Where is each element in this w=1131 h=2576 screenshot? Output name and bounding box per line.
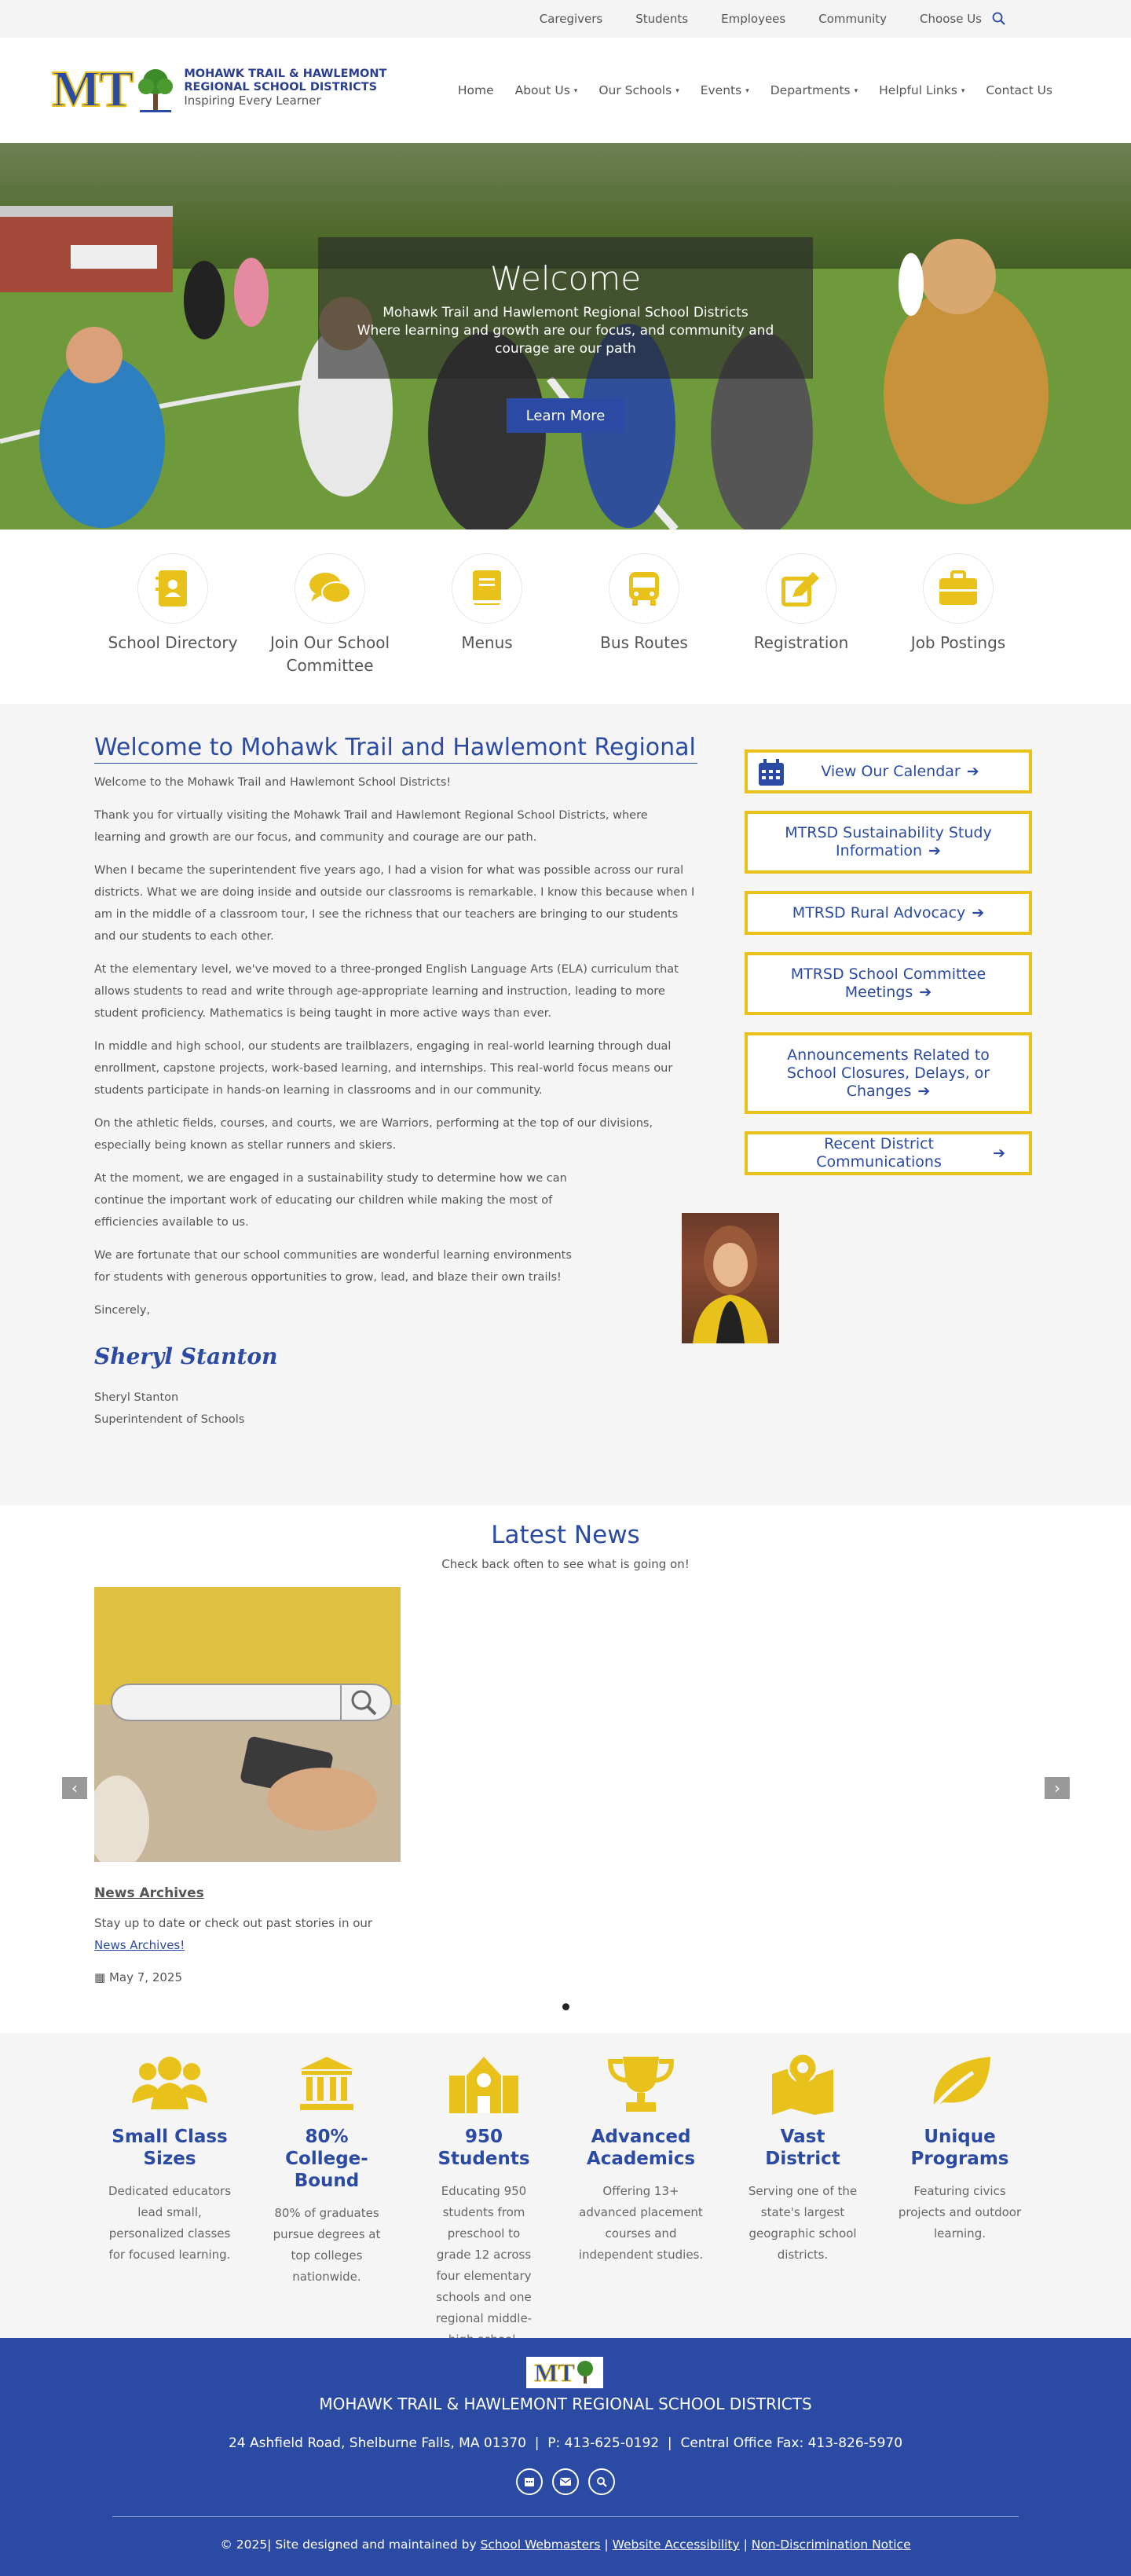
carousel-next-button[interactable] <box>1045 1777 1070 1799</box>
tagline: Inspiring Every Learner <box>184 93 321 108</box>
footer-copyright: © 2025| Site designed and maintained by School Webmasters | Website Accessibility | Non-Discrimination Notice <box>220 2538 911 2552</box>
arrow-right-icon: ➔ <box>917 1082 931 1100</box>
footer-org-name: MOHAWK TRAIL & HAWLEMONT REGIONAL SCHOOL DISTRICTS <box>319 2395 812 2413</box>
closures-announcements-button[interactable]: Announcements Related to School Closures, Delays, or Changes ➔ <box>745 1032 1032 1114</box>
nav-our-schools[interactable]: Our Schools ▾ <box>598 83 679 97</box>
stat-small-class-sizes: Small Class Sizes Dedicated educators lead small, personalized classes for focused learning. <box>107 2052 232 2266</box>
quicklink-bus-routes[interactable]: Bus Routes <box>573 553 715 654</box>
caret-down-icon: ▾ <box>854 87 858 95</box>
arrow-right-icon: ➔ <box>993 1144 1005 1162</box>
news-image[interactable] <box>94 1587 401 1862</box>
news-post-date: ▦ May 7, 2025 <box>94 1970 183 1984</box>
tree-icon <box>575 2360 595 2385</box>
welcome-title: Welcome to Mohawk Trail and Hawlemont Regional <box>94 734 697 764</box>
topbar-link-employees[interactable]: Employees <box>721 12 786 26</box>
bus-icon <box>624 569 664 608</box>
tree-icon <box>135 66 176 113</box>
quick-links <box>0 529 1131 704</box>
learn-more-button[interactable]: Learn More <box>507 398 624 433</box>
caret-down-icon: ▾ <box>675 87 679 95</box>
superintendent-photo <box>682 1213 779 1343</box>
arrow-right-icon: ➔ <box>928 842 941 859</box>
trophy-icon <box>607 2054 675 2113</box>
briefcase-icon <box>938 570 979 606</box>
search-icon[interactable] <box>991 11 1007 27</box>
chat-icon <box>308 570 352 606</box>
institution-icon <box>298 2055 355 2112</box>
quicklink-job-postings[interactable]: Job Postings <box>888 553 1029 654</box>
logo-mark: MT <box>52 60 133 118</box>
caret-down-icon: ▾ <box>745 87 749 95</box>
webmasters-link[interactable]: School Webmasters <box>480 2538 601 2552</box>
caret-down-icon: ▾ <box>573 87 578 95</box>
calendar-icon: ▦ <box>94 1970 106 1984</box>
view-calendar-button[interactable]: View Our Calendar ➔ <box>745 749 1032 793</box>
carousel-prev-button[interactable] <box>62 1777 87 1799</box>
stat-950-students: 950 Students Educating 950 students from preschool to grade 12 across four elementary schools and one regional middle- <box>421 2052 547 2351</box>
welcome-paragraph: When I became the superintendent five years ago, I had a vision for what was possible across our rural districts. What we are doing inside and outside our classrooms is remarkable. I know this because when I am in the middle of a classroom tour, I see the richness that our teachers are bringing to our students and our students to each other. <box>94 864 695 943</box>
calendar-icon[interactable] <box>516 2468 543 2495</box>
stat-unique-programs: Unique Programs Featuring civics projects and outdoor learning. <box>897 2052 1023 2244</box>
arrow-right-icon: ➔ <box>972 903 985 922</box>
nav-events[interactable]: Events ▾ <box>700 83 749 97</box>
welcome-section <box>0 704 1131 1505</box>
site-header <box>0 38 1131 143</box>
leaf-icon <box>926 2052 994 2115</box>
welcome-paragraph: Thank you for virtually visiting the Mohawk Trail and Hawlemont Regional School Districts, where learning and growth are our focus, and community and courage are our path. <box>94 809 648 844</box>
org-name-line2: REGIONAL SCHOOL DISTRICTS <box>184 80 378 93</box>
topbar-link-community[interactable]: Community <box>818 12 888 26</box>
nav-home[interactable]: Home <box>457 83 494 97</box>
quicklink-school-committee[interactable]: Join Our School Committee <box>259 553 401 677</box>
stat-advanced-academics: Advanced Academics Offering 13+ advanced placement courses and independent studies. <box>578 2052 704 2266</box>
nav-contact-us[interactable]: Contact Us <box>986 83 1052 97</box>
district-communications-button[interactable]: Recent District Communications ➔ <box>745 1131 1032 1175</box>
welcome-paragraph: At the moment, we are engaged in a sustainability study to determine how we can continue the important work of educating our children while making the most of efficiencies available to us. <box>94 1172 567 1229</box>
welcome-paragraph: Sincerely, <box>94 1304 151 1317</box>
district-stats <box>0 2033 1131 2338</box>
welcome-paragraph: We are fortunate that our school communities are wonderful learning environments for students with generous opportunities to grow, lead, and blaze their own trails! <box>94 1249 572 1284</box>
sidebar-links <box>745 749 1032 1193</box>
latest-news-section <box>0 1505 1131 2033</box>
utility-bar <box>0 0 1131 38</box>
signer-name: Sheryl Stanton <box>94 1391 179 1404</box>
topbar-link-caregivers[interactable]: Caregivers <box>539 12 603 26</box>
welcome-paragraph: On the athletic fields, courses, and courts, we are Warriors, performing at the top of our divisions, especially being known as stellar runners and skiers. <box>94 1117 653 1152</box>
footer-divider <box>112 2516 1019 2517</box>
footer-contact: 24 Ashfield Road, Shelburne Falls, MA 01370 | P: 413-625-0192 | Central Office Fax: 413-826-5970 <box>228 2435 903 2451</box>
footer-logo[interactable]: MT <box>526 2357 603 2388</box>
welcome-paragraph: At the elementary level, we've moved to a three-pronged English Language Arts (ELA) curriculum that allows students to read and write through age-appropriate learning and instruction, leading to more student proficiency. Mathematics is being taught in more active ways than ever. <box>94 963 679 1020</box>
footer-social <box>516 2468 615 2495</box>
sustainability-study-button[interactable]: MTRSD Sustainability Study Information ➔ <box>745 811 1032 874</box>
nav-departments[interactable]: Departments ▾ <box>770 83 858 97</box>
site-footer <box>0 2338 1131 2576</box>
accessibility-link[interactable]: Website Accessibility <box>612 2538 740 2552</box>
hero-subtitle: Mohawk Trail and Hawlemont Regional School Districts Where learning and growth are our focus, and community and courage are our path <box>357 305 774 357</box>
news-archives-link[interactable]: News Archives! <box>94 1938 185 1952</box>
site-logo[interactable] <box>52 60 387 118</box>
map-icon <box>769 2052 836 2115</box>
directory-icon <box>156 569 190 608</box>
book-icon <box>470 569 504 608</box>
search-icon[interactable] <box>588 2468 615 2495</box>
news-title: Latest News <box>491 1521 640 1549</box>
chevron-right-icon: › <box>1054 1779 1060 1797</box>
quicklink-menus[interactable]: Menus <box>416 553 558 654</box>
caret-down-icon: ▾ <box>961 87 965 95</box>
org-name-line1: MOHAWK TRAIL & HAWLEMONT <box>184 67 387 80</box>
quicklink-school-directory[interactable]: School Directory <box>102 553 243 654</box>
school-icon <box>446 2052 522 2115</box>
rural-advocacy-button[interactable]: MTRSD Rural Advocacy ➔ <box>745 891 1032 935</box>
topbar-link-choose-us[interactable]: Choose Us <box>920 12 982 26</box>
arrow-right-icon: ➔ <box>966 762 979 780</box>
email-icon[interactable] <box>552 2468 579 2495</box>
signer-role: Superintendent of Schools <box>94 1413 245 1426</box>
news-subtitle: Check back often to see what is going on! <box>441 1557 690 1571</box>
welcome-paragraph: Welcome to the Mohawk Trail and Hawlemont School Districts! <box>94 776 452 789</box>
main-nav <box>437 38 1052 143</box>
stat-college-bound: 80% College-Bound 80% of graduates pursue degrees at top colleges nationwide. <box>264 2052 390 2288</box>
hero-banner <box>0 143 1131 529</box>
arrow-right-icon: ➔ <box>919 984 932 1001</box>
edit-icon <box>780 569 822 608</box>
committee-meetings-button[interactable]: MTRSD School Committee Meetings ➔ <box>745 952 1032 1015</box>
people-icon <box>130 2056 209 2111</box>
news-post-excerpt: Stay up to date or check out past stories in our News Archives! <box>94 1916 373 1952</box>
nav-about-us[interactable]: About Us ▾ <box>514 83 578 97</box>
nav-helpful-links[interactable]: Helpful Links ▾ <box>879 83 965 97</box>
chevron-left-icon: ‹ <box>71 1779 78 1797</box>
quicklink-registration[interactable]: Registration <box>730 553 872 654</box>
nondiscrimination-link[interactable]: Non-Discrimination Notice <box>751 2538 911 2552</box>
news-post-title[interactable]: News Archives <box>94 1885 204 1901</box>
welcome-paragraph: In middle and high school, our students are trailblazers, engaging in real-world learning through dual enrollment, capstone projects, work-based learning, and internships. This real-world focus means our students participate in hands-on learning in classrooms and in our community. <box>94 1040 673 1097</box>
hero-title: Welcome <box>489 259 642 298</box>
signature: Sheryl Stanton <box>94 1343 278 1369</box>
topbar-link-students[interactable]: Students <box>635 12 689 26</box>
calendar-icon <box>757 759 785 787</box>
stat-vast-district: Vast District Serving one of the state's largest geographic school districts. <box>740 2052 866 2266</box>
carousel-dot[interactable] <box>562 2003 569 2010</box>
